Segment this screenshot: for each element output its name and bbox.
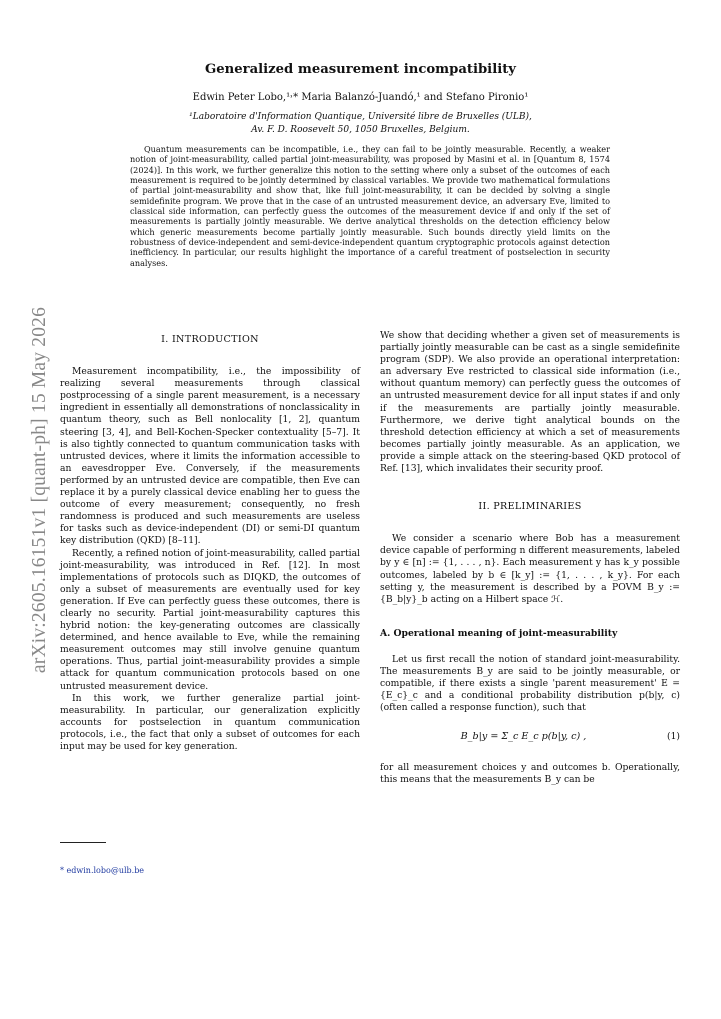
intro-paragraph-1: Measurement incompatibility, i.e., the impossibility of realizing several measurements through classical postprocessing of a single parent measurement, is a necessary ingredient in essentially all demonstrations of nonclassicality in quantum theory, such as Bell nonlocality [1, 2], quantum steering [3, 4], and Bell-Kochen-Specker contextuality [5–7]. It is also tightly connected to quantum communication tasks with untrusted devices, where it limits the information accessible to an eavesdropper Eve. Conversely, if the measurements performed by an untrusted device are compatible, then Eve can replace it by a purely classical device enabling her to guess the outcome of every measurement; consequently, no fresh randomness is produced and such measurements are useless for tasks such as device-independent (DI) or semi-DI quantum key distribution (QKD) [8–11]. [60,366,360,547]
right-column [380,330,680,787]
footnote-email[interactable]: * edwin.lobo@ulb.be [60,866,145,875]
arxiv-stamp [20,280,60,700]
equation-1 [380,722,680,752]
intro-continuation: We show that deciding whether a given set of measurements is partially jointly measurable can be cast as a single semidefinite program (SDP). We also provide an operational interpretation: an adversary Eve restricted to classical side information (i.e., without quantum memory) can perfectly guess the outcomes of an untrusted measurement device for all input states if and only if the measurements are partially jointly measurable. Furthermore, we derive tight analytical bounds on the threshold detection efficiency at which a set of measurements becomes partially jointly measurable. As an application, we provide a simple attack on the steering-based QKD protocol of Ref. [13], which invalidates their security proof. [380,330,680,475]
author-list: Edwin Peter Lobo,¹˒* Maria Balanzó-Juandó,¹ and Stefano Pironio¹ [192,92,529,103]
affiliation [0,111,721,137]
prelim-paragraph-1: We consider a scenario where Bob has a measurement device capable of performing n different measurements, labeled by y ∈ [n] := {1, . . . , n}. Each measurement y has k_y possible outcomes, labeled by b ∈ [k_y] := {1, . . . , k_y}. For each setting y, the measurement is described by a POVM B_y := {B_b|y}_b acting on a Hilbert space ℋ. [380,533,680,605]
left-column [60,330,360,753]
footnote-rule [60,842,106,843]
subsection-a-paragraph: Let us first recall the notion of standard joint-measurability. The measurements B_y are said to be jointly measurable, or compatible, if there exists a single 'parent measurement' E = {E_c}_c and a conditional probability distribution p(b|y, c) (often called a response function), such that [380,653,680,714]
affiliation-line-1: ¹Laboratoire d'Information Quantique, Université libre de Bruxelles (ULB), [189,112,532,122]
equation-number: (1) [666,731,680,743]
paper-title: Generalized measurement incompatibility [205,62,516,77]
affiliation-line-2: Av. F. D. Roosevelt 50, 1050 Bruxelles, Belgium. [251,125,470,135]
subsection-heading-a: A. Operational meaning of joint-measurability [380,627,618,639]
intro-paragraph-2: Recently, a refined notion of joint-measurability, called partial joint-measurability, was introduced in Ref. [12]. In most implementations of protocols such as DIQKD, the outcomes of only a subset of measurements are eventually used for key generation. If Eve can perfectly guess these outcomes, there is clearly no security. Partial joint-measurability captures this hybrid notion: the key-generating outcomes are classically determined, and hence available to Eve, while the remaining measurement outcomes may still involve genuine quantum operations. Thus, partial joint-measurability provides a simple attack for quantum communication protocols based on one untrusted measurement device. [60,547,360,692]
intro-paragraph-3: In this work, we further generalize partial joint-measurability. In particular, our generalization explicitly accounts for postselection in quantum communication protocols, i.e., the fact that only a subset of outcomes for each input may be used for key generation. [60,692,360,752]
equation-body: B_b|y = Σ_c E_c p(b|y, c) , [460,731,587,743]
abstract: Quantum measurements can be incompatible, i.e., they can fail to be jointly measurable. Recently, a weaker notion of joint-measurability, called partial joint-measurability, was proposed by Masini et al. in [Quantum 8, 1574 (2024)]. In this work, we further generalize this notion to the setting where only a subset of the outcomes of each measurement is required to be jointly determined by classical variables. We provide two mathematical formulations of partial joint-measurability and show that, like full joint-measurability, it can be decided by solving a single semidefinite program. We prove that in the case of an untrusted measurement device, an adversary Eve, limited to classical side information, can perfectly guess the outcomes of the measurement device if and only if the set of measurements is partially jointly measurable. We derive analytical thresholds on the detection efficiency below which generic measurements become partially jointly measurable. Such bounds directly yield limits on the robustness of device-independent and semi-device-independent quantum cryptographic protocols against detection inefficiency. In particular, our results highlight the importance of a careful treatment of postselection in security analyses. [130,144,610,268]
section-heading-introduction: I. INTRODUCTION [161,334,259,345]
section-heading-preliminaries: II. PRELIMINARIES [478,501,582,513]
after-equation-paragraph: for all measurement choices y and outcomes b. Operationally, this means that the measurements B_y can be [380,762,680,786]
arxiv-id: arXiv:2605.16151v1 [quant-ph] 15 May 2026 [29,306,51,674]
